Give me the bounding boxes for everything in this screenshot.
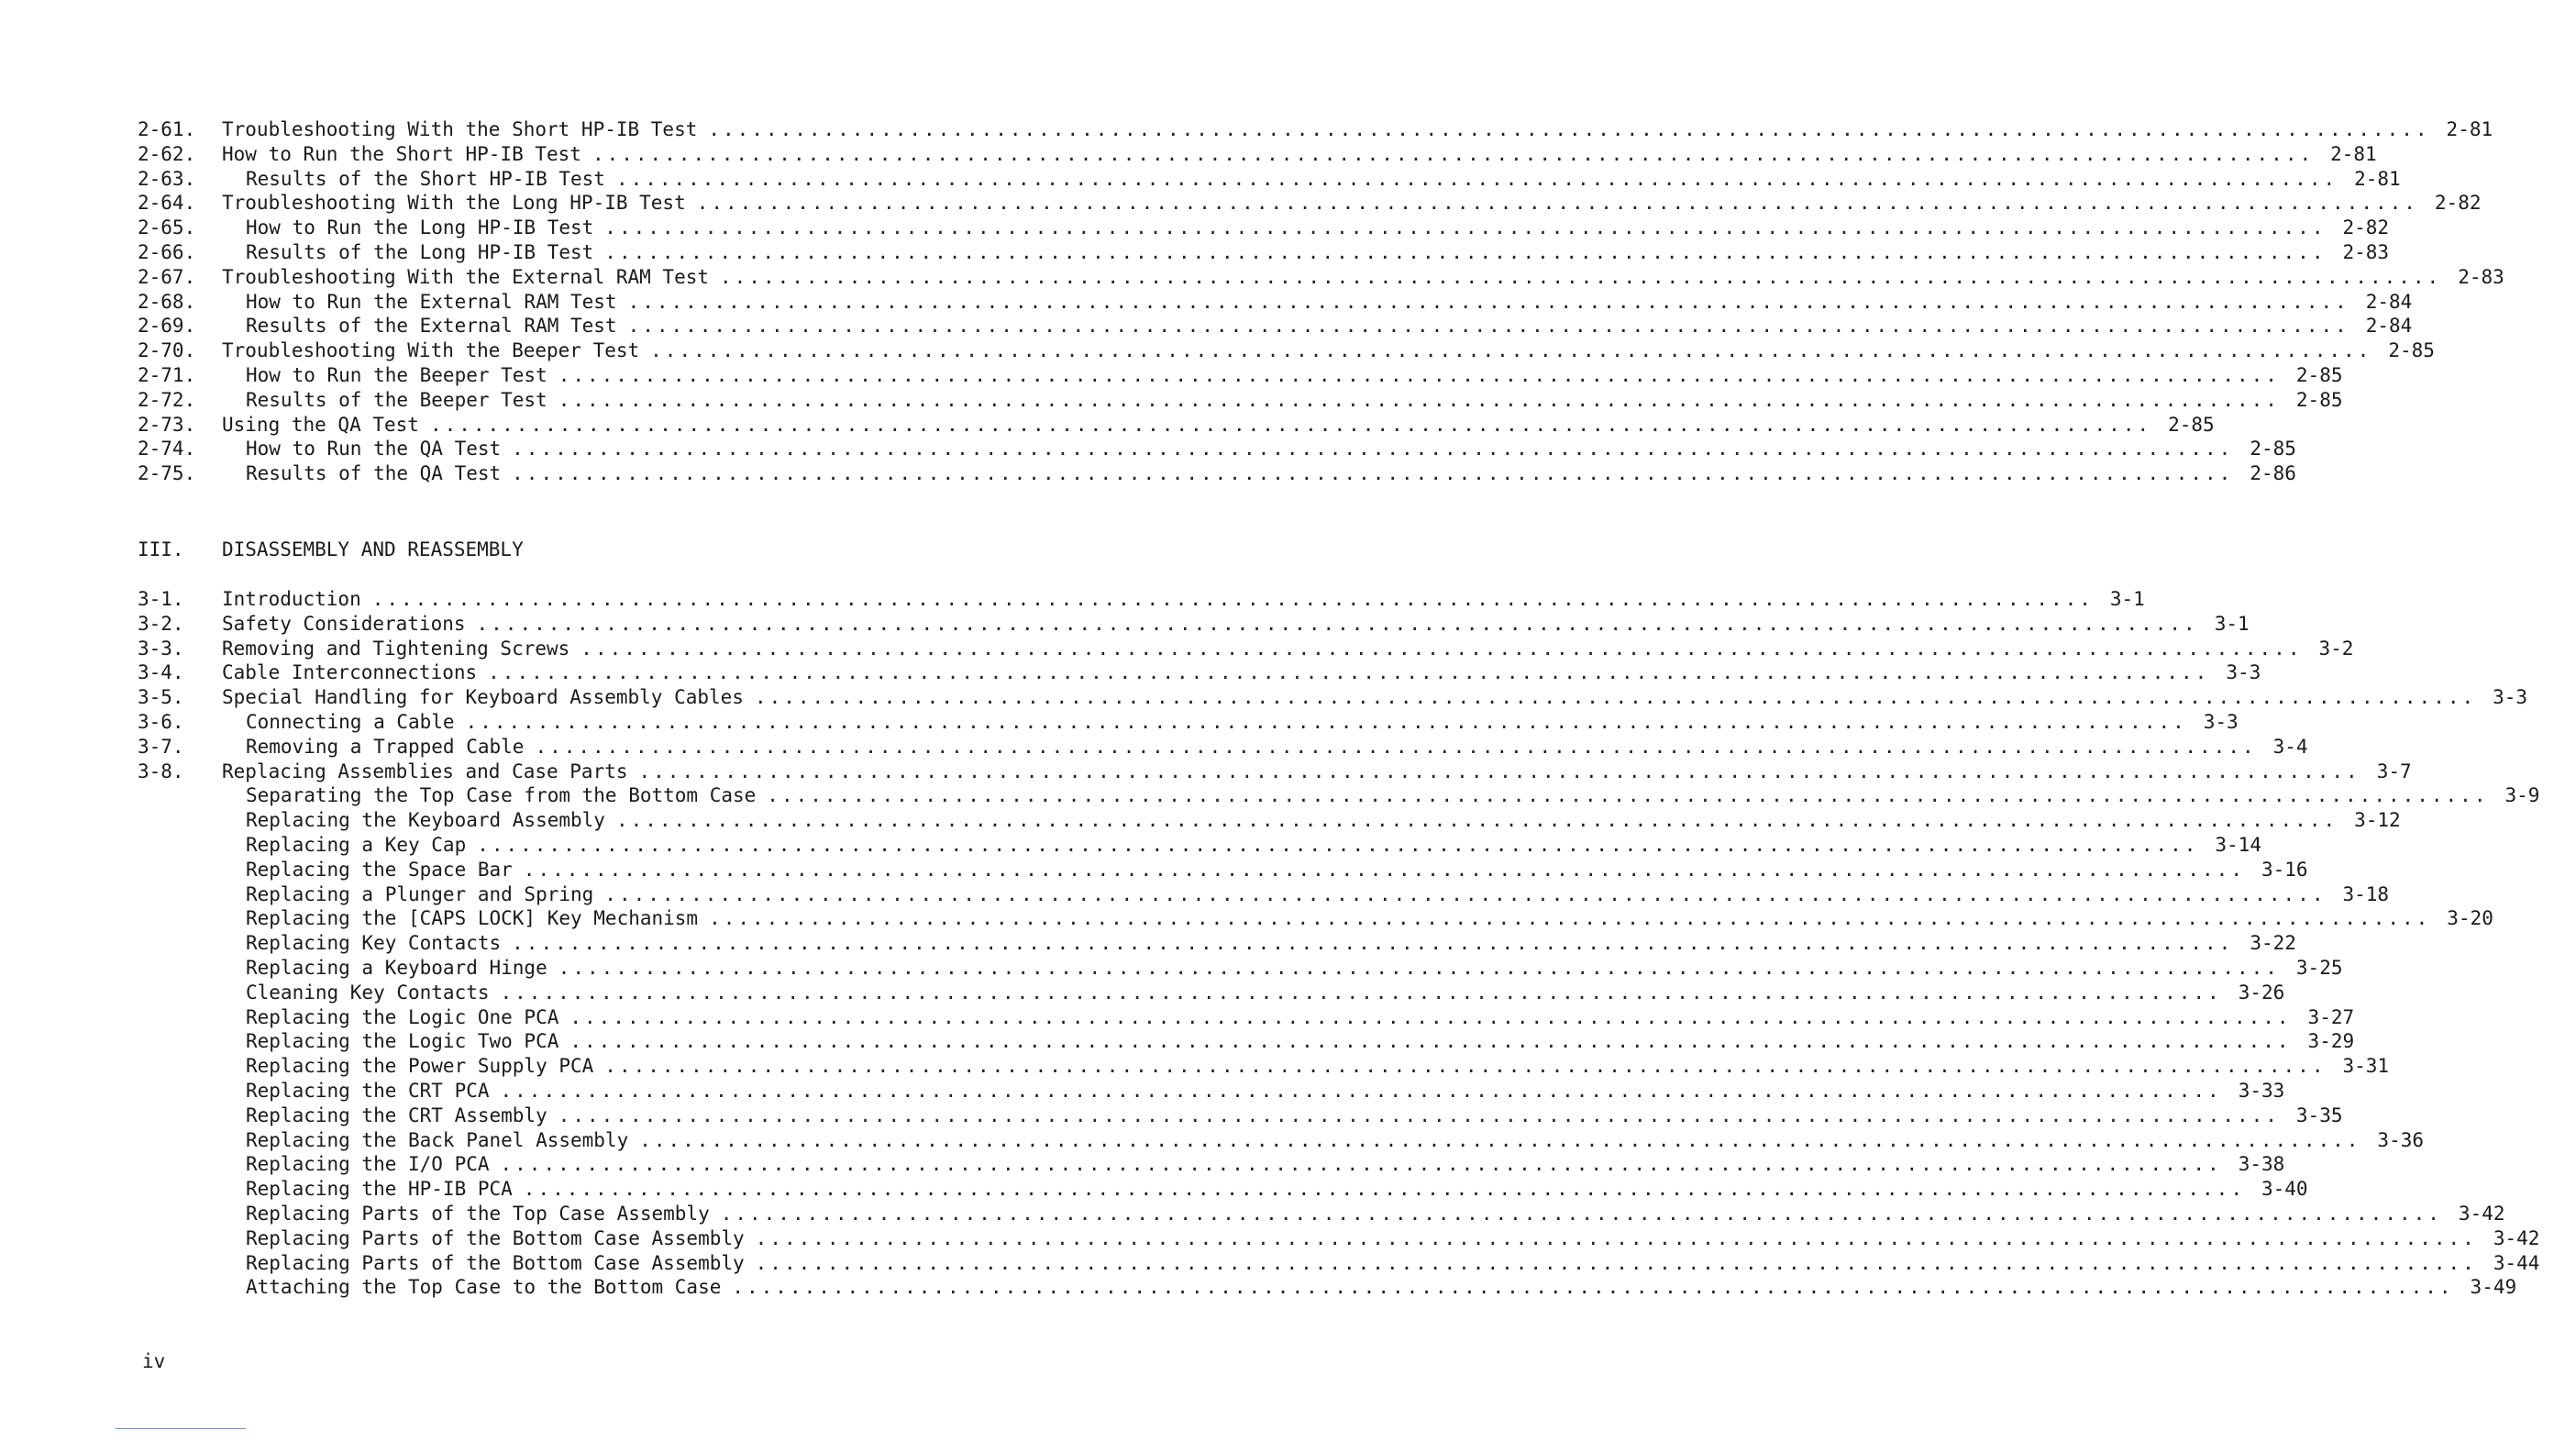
toc-entry-page: 2-84 xyxy=(2365,315,2413,338)
dot-leader: ........................................................................................................................ xyxy=(580,637,2303,660)
toc-entry-page: 3-42 xyxy=(2458,1202,2505,1225)
toc-entry-page: 3-35 xyxy=(2295,1104,2343,1126)
toc-entry-title-wrap xyxy=(222,882,2342,907)
toc-entry-title: Troubleshooting With the Long HP-IB Test xyxy=(222,192,686,215)
dot-leader: ........................................................................................................................ xyxy=(639,1128,2361,1151)
toc-entry xyxy=(138,1177,2308,1202)
toc-entry-title-wrap xyxy=(222,685,2493,710)
toc-entry-title: Attaching the Top Case to the Bottom Case xyxy=(246,1276,722,1299)
toc-entry xyxy=(138,338,2435,363)
toc-entry-title: Removing and Tightening Screws xyxy=(222,637,570,660)
toc-entry-title-wrap xyxy=(222,413,2168,438)
dot-leader: ........................................................................................................................ xyxy=(558,956,2280,979)
toc-entry-title: Replacing the Logic One PCA xyxy=(246,1005,559,1028)
footer-rule xyxy=(116,1428,246,1429)
dot-leader: ........................................................................................................................ xyxy=(720,265,2442,288)
toc-entry-page: 3-7 xyxy=(2376,760,2412,782)
toc-entry-page: 3-40 xyxy=(2261,1178,2308,1201)
toc-entry-title-wrap xyxy=(222,1128,2377,1153)
toc-entry-title: Replacing the Space Bar xyxy=(246,858,513,881)
toc-entry-number: 2-71. xyxy=(138,363,196,386)
toc-entry-title: Results of the Short HP-IB Test xyxy=(246,167,605,190)
dot-leader: ........................................................................................................................ xyxy=(604,882,2327,905)
toc-entry-page: 3-2 xyxy=(2318,637,2354,660)
toc-entry-title-wrap xyxy=(222,1079,2239,1104)
toc-entry-title: Replacing a Keyboard Hinge xyxy=(246,956,547,979)
toc-entry xyxy=(138,216,2390,240)
page-number: iv xyxy=(142,1350,166,1372)
toc-entry-title-wrap xyxy=(222,290,2366,315)
toc-entry-page: 3-22 xyxy=(2250,932,2296,955)
toc-entry-title: Replacing the HP-IB PCA xyxy=(246,1178,513,1201)
toc-entry xyxy=(138,906,2493,931)
dot-leader: ........................................................................................................................ xyxy=(500,981,2222,1004)
dot-leader: ........................................................................................................................ xyxy=(604,216,2327,239)
toc-entry xyxy=(138,1202,2505,1226)
toc-entry-title: Special Handling for Keyboard Assembly Cables xyxy=(222,686,744,709)
toc-entry-number: 2-62. xyxy=(138,142,196,165)
toc-entry xyxy=(138,142,2377,167)
toc-entry-title: Results of the Long HP-IB Test xyxy=(246,240,594,263)
toc-entry xyxy=(138,117,2493,142)
toc-entry-page: 2-83 xyxy=(2342,240,2390,263)
toc-entry-number: 2-72. xyxy=(138,388,196,411)
toc-entry-title-wrap xyxy=(222,931,2250,956)
toc-entry-title-wrap xyxy=(222,314,2366,338)
toc-entry xyxy=(138,587,2145,612)
toc-entry-title: Replacing Assemblies and Case Parts xyxy=(222,760,628,782)
toc-entry-title: Replacing the Back Panel Assembly xyxy=(246,1128,629,1151)
toc-entry xyxy=(138,388,2343,413)
toc-entry-title-wrap xyxy=(222,1152,2239,1177)
dot-leader: ........................................................................................................................ xyxy=(512,438,2234,460)
toc-entry-title: Replacing Key Contacts xyxy=(246,932,502,955)
toc-entry xyxy=(138,191,2482,216)
toc-entry-page: 3-3 xyxy=(2493,686,2528,709)
toc-entry-page: 2-85 xyxy=(2168,413,2215,436)
dot-leader: ........................................................................................................................ xyxy=(558,1104,2280,1126)
dot-leader: ........................................................................................................................ xyxy=(500,1153,2222,1176)
dot-leader: ........................................................................................................................ xyxy=(488,661,2210,684)
toc-entry-title: How to Run the QA Test xyxy=(246,438,502,460)
dot-leader: ........................................................................................................................ xyxy=(615,809,2338,832)
toc-entry-title-wrap xyxy=(222,117,2447,142)
toc-entry-title: Replacing the CRT PCA xyxy=(246,1079,490,1102)
dot-leader: ........................................................................................................................ xyxy=(708,118,2430,140)
dot-leader: ........................................................................................................................ xyxy=(627,315,2349,338)
toc-entry-number: 3-3. xyxy=(138,637,184,660)
toc-entry xyxy=(138,1079,2285,1104)
toc-entry-number: 3-8. xyxy=(138,760,184,782)
toc-entry-title-wrap xyxy=(222,906,2447,931)
toc-entry-page: 3-26 xyxy=(2238,981,2285,1004)
toc-entry xyxy=(138,1104,2343,1128)
toc-entry-title-wrap xyxy=(222,338,2388,363)
toc-entry-title: Introduction xyxy=(222,588,361,610)
toc-entry-number: 2-70. xyxy=(138,339,196,362)
toc-entry xyxy=(138,314,2413,338)
toc-entry xyxy=(138,783,2540,808)
toc-entry xyxy=(138,265,2504,290)
toc-entry-number: 2-67. xyxy=(138,265,196,288)
toc-entry xyxy=(138,956,2343,981)
toc-entry-page: 3-36 xyxy=(2377,1128,2424,1151)
toc-entry-number: 2-66. xyxy=(138,240,196,263)
toc-entry xyxy=(138,685,2528,710)
toc-section-3 xyxy=(138,587,2540,1300)
toc-entry xyxy=(138,710,2239,735)
toc-entry-title-wrap xyxy=(222,660,2226,685)
toc-entry xyxy=(138,760,2412,784)
toc-entry-number: 2-69. xyxy=(138,315,196,338)
dot-leader: ........................................................................................................................ xyxy=(732,1276,2454,1299)
toc-entry-page: 3-14 xyxy=(2215,833,2261,856)
toc-entry xyxy=(138,1226,2540,1251)
dot-leader: ........................................................................................................................ xyxy=(429,413,2152,436)
toc-entry-title: Replacing the Logic Two PCA xyxy=(246,1030,559,1053)
toc-entry xyxy=(138,290,2413,315)
toc-entry-number: 3-6. xyxy=(138,710,184,733)
toc-entry xyxy=(138,461,2296,486)
chapter-title: DISASSEMBLY AND REASSEMBLY xyxy=(222,538,524,560)
toc-entry-page: 3-49 xyxy=(2470,1276,2517,1299)
toc-entry-title-wrap xyxy=(222,1177,2261,1202)
toc-entry-title-wrap xyxy=(222,191,2435,216)
toc-entry-title-wrap xyxy=(222,437,2250,461)
toc-entry-page: 2-82 xyxy=(2342,216,2390,239)
toc-entry-page: 2-85 xyxy=(2388,339,2435,362)
toc-entry-title-wrap xyxy=(222,637,2318,661)
toc-entry-title: Replacing the [CAPS LOCK] Key Mechanism xyxy=(246,907,699,930)
toc-entry-title-wrap xyxy=(222,612,2215,637)
toc-entry xyxy=(138,437,2296,461)
toc-entry-page: 2-85 xyxy=(2250,438,2296,460)
toc-entry-page: 3-12 xyxy=(2354,809,2401,832)
dot-leader: ........................................................................................................................ xyxy=(476,612,2198,635)
toc-entry xyxy=(138,981,2285,1005)
toc-entry-page: 3-42 xyxy=(2493,1226,2540,1249)
toc-entry-page: 2-82 xyxy=(2434,192,2482,215)
toc-entry-page: 3-33 xyxy=(2238,1079,2285,1102)
toc-entry-page: 3-27 xyxy=(2307,1005,2355,1028)
toc-entry-page: 3-44 xyxy=(2493,1251,2540,1274)
toc-entry-title-wrap xyxy=(222,858,2261,882)
toc-entry xyxy=(138,882,2390,907)
dot-leader: ........................................................................................................................ xyxy=(627,290,2349,313)
toc-entry-page: 3-18 xyxy=(2342,882,2390,905)
toc-entry-page: 2-85 xyxy=(2295,388,2343,411)
toc-entry xyxy=(138,167,2401,192)
dot-leader: ........................................................................................................................ xyxy=(558,388,2280,411)
toc-entry xyxy=(138,660,2261,685)
toc-entry-page: 3-20 xyxy=(2447,907,2493,930)
toc-entry-title: Replacing Parts of the Bottom Case Assembly xyxy=(246,1251,745,1274)
toc-entry xyxy=(138,1054,2390,1079)
toc-entry-title-wrap xyxy=(222,1202,2459,1226)
toc-entry xyxy=(138,1251,2540,1276)
dot-leader: ........................................................................................................................ xyxy=(512,932,2234,955)
toc-entry-page: 2-81 xyxy=(2354,167,2401,190)
dot-leader: ........................................................................................................................ xyxy=(500,1079,2222,1102)
toc-entry-title-wrap xyxy=(222,1005,2308,1030)
toc-entry xyxy=(138,1275,2517,1300)
toc-entry-title: Replacing Parts of the Top Case Assembly xyxy=(246,1202,710,1225)
toc-entry-number: 2-74. xyxy=(138,438,196,460)
toc-entry-number: 3-1. xyxy=(138,588,184,610)
toc-entry-number: 2-63. xyxy=(138,167,196,190)
toc-entry-title: Connecting a Cable xyxy=(246,710,455,733)
dot-leader: ........................................................................................................................ xyxy=(523,1178,2245,1201)
toc-entry xyxy=(138,363,2343,388)
toc-entry-page: 3-4 xyxy=(2272,735,2308,758)
dot-leader: ........................................................................................................................ xyxy=(638,760,2360,782)
toc-entry-title-wrap xyxy=(222,1029,2308,1054)
toc-entry-page: 2-81 xyxy=(2330,142,2377,165)
toc-entry-page: 3-1 xyxy=(2109,588,2145,610)
dot-leader: ........................................................................................................................ xyxy=(569,1030,2292,1053)
toc-entry-title: Troubleshooting With the Beeper Test xyxy=(222,339,640,362)
dot-leader: ........................................................................................................................ xyxy=(371,588,2094,610)
dot-leader: ........................................................................................................................ xyxy=(591,142,2315,165)
dot-leader: ........................................................................................................................ xyxy=(755,1226,2477,1249)
toc-entry-page: 2-81 xyxy=(2446,118,2493,140)
toc-entry xyxy=(138,1128,2424,1153)
dot-leader: ........................................................................................................................ xyxy=(720,1202,2442,1225)
toc-entry-title: Using the QA Test xyxy=(222,413,419,436)
dot-leader: ........................................................................................................................ xyxy=(558,363,2280,386)
toc-entry xyxy=(138,1152,2285,1177)
toc-entry-page: 3-3 xyxy=(2203,710,2239,733)
toc-entry-title-wrap xyxy=(222,783,2504,808)
dot-leader: ........................................................................................................................ xyxy=(535,735,2257,758)
toc-entry-title: Removing a Trapped Cable xyxy=(246,735,525,758)
toc-entry-title-wrap xyxy=(222,981,2239,1005)
toc-entry-page: 3-16 xyxy=(2261,858,2308,881)
toc-entry xyxy=(138,413,2215,438)
toc-entry-title: How to Run the Beeper Test xyxy=(246,363,547,386)
toc-entry xyxy=(138,735,2308,760)
toc-entry-number: 2-65. xyxy=(138,216,196,239)
toc-entry-title-wrap xyxy=(222,735,2273,760)
toc-entry-number: 3-7. xyxy=(138,735,184,758)
toc-entry xyxy=(138,931,2296,956)
toc-entry-number: 3-5. xyxy=(138,686,184,709)
dot-leader: ........................................................................................................................ xyxy=(650,339,2372,362)
toc-entry-number: 2-61. xyxy=(138,118,196,140)
toc-entry-number: 3-4. xyxy=(138,661,184,684)
toc-entry-page: 3-3 xyxy=(2226,661,2261,684)
chapter-heading xyxy=(138,538,524,562)
toc-entry-title-wrap xyxy=(222,461,2250,486)
dot-leader: ........................................................................................................................ xyxy=(696,192,2418,215)
toc-entry-title-wrap xyxy=(222,142,2330,167)
toc-entry-title: Replacing Parts of the Bottom Case Assembly xyxy=(246,1226,745,1249)
toc-entry xyxy=(138,240,2390,265)
toc-entry-title-wrap xyxy=(222,1251,2493,1276)
toc-entry xyxy=(138,858,2308,882)
toc-entry-title-wrap xyxy=(222,956,2296,981)
toc-entry-title: Cable Interconnections xyxy=(222,661,478,684)
dot-leader: ........................................................................................................................ xyxy=(465,710,2187,733)
toc-entry-title: Results of the External RAM Test xyxy=(246,315,617,338)
toc-entry-title: How to Run the Long HP-IB Test xyxy=(246,216,594,239)
dot-leader: ........................................................................................................................ xyxy=(477,833,2199,856)
toc-entry-title-wrap xyxy=(222,1104,2296,1128)
toc-entry-title: Troubleshooting With the Short HP-IB Test xyxy=(222,118,698,140)
dot-leader: ........................................................................................................................ xyxy=(709,907,2431,930)
toc-entry-title: Replacing the I/O PCA xyxy=(246,1153,490,1176)
dot-leader: ........................................................................................................................ xyxy=(569,1005,2292,1028)
toc-entry-title: Results of the Beeper Test xyxy=(246,388,547,411)
toc-entry-title: Safety Considerations xyxy=(222,612,466,635)
toc-entry xyxy=(138,833,2261,858)
toc-entry-number: 2-75. xyxy=(138,462,196,485)
toc-entry-page: 3-29 xyxy=(2307,1030,2355,1053)
toc-entry-number: 2-64. xyxy=(138,192,196,215)
toc-entry-title-wrap xyxy=(222,363,2296,388)
toc-entry-title: How to Run the Short HP-IB Test xyxy=(222,142,581,165)
toc-entry-title: Replacing a Key Cap xyxy=(246,833,467,856)
toc-entry-page: 2-83 xyxy=(2458,265,2504,288)
toc-entry-title-wrap xyxy=(222,167,2354,192)
toc-entry xyxy=(138,612,2250,637)
toc-entry-number: 2-68. xyxy=(138,290,196,313)
dot-leader: ........................................................................................................................ xyxy=(512,462,2234,485)
toc-entry-title-wrap xyxy=(222,265,2458,290)
toc-entry xyxy=(138,1005,2355,1030)
toc-entry-page: 2-86 xyxy=(2250,462,2296,485)
toc-entry-title-wrap xyxy=(222,240,2342,265)
toc-entry-title-wrap xyxy=(222,1054,2342,1079)
toc-entry-title-wrap xyxy=(222,1275,2471,1300)
toc-entry-title: Cleaning Key Contacts xyxy=(246,981,490,1004)
dot-leader: ........................................................................................................................ xyxy=(755,1251,2477,1274)
toc-entry-number: 3-2. xyxy=(138,612,184,635)
toc-entry-title: Results of the QA Test xyxy=(246,462,502,485)
toc-entry-title-wrap xyxy=(222,833,2215,858)
toc-entry-title-wrap xyxy=(222,760,2377,784)
toc-entry-title-wrap xyxy=(222,710,2204,735)
toc-entry-page: 2-84 xyxy=(2365,290,2413,313)
toc-section-2 xyxy=(138,117,2504,486)
toc-entry-page: 3-1 xyxy=(2214,612,2250,635)
chapter-number: III. xyxy=(138,538,184,560)
toc-entry-title: Troubleshooting With the External RAM Test xyxy=(222,265,710,288)
toc-entry xyxy=(138,808,2401,833)
dot-leader: ........................................................................................................................ xyxy=(615,167,2338,190)
dot-leader: ........................................................................................................................ xyxy=(523,858,2245,881)
toc-entry-title-wrap xyxy=(222,587,2110,612)
toc-entry-number: 2-73. xyxy=(138,413,196,436)
toc-entry-page: 2-85 xyxy=(2295,363,2343,386)
toc-entry-page: 3-25 xyxy=(2295,956,2343,979)
toc-entry-page: 3-9 xyxy=(2504,784,2540,807)
toc-entry-title: Replacing the Power Supply PCA xyxy=(246,1055,594,1078)
dot-leader: ........................................................................................................................ xyxy=(754,686,2477,709)
toc-entry-page: 3-31 xyxy=(2342,1055,2390,1078)
toc-entry xyxy=(138,637,2354,661)
dot-leader: ........................................................................................................................ xyxy=(767,784,2489,807)
toc-entry-title: How to Run the External RAM Test xyxy=(246,290,617,313)
toc-entry-page: 3-38 xyxy=(2238,1153,2285,1176)
toc-entry-title-wrap xyxy=(222,388,2296,413)
toc-entry xyxy=(138,1029,2355,1054)
toc-entry-title-wrap xyxy=(222,808,2354,833)
toc-entry-title-wrap xyxy=(222,216,2342,240)
toc-entry-title: Separating the Top Case from the Bottom Case xyxy=(246,784,757,807)
toc-entry-title: Replacing the Keyboard Assembly xyxy=(246,809,605,832)
toc-entry-title: Replacing the CRT Assembly xyxy=(246,1104,547,1126)
toc-entry-title: Replacing a Plunger and Spring xyxy=(246,882,594,905)
toc-entry-title-wrap xyxy=(222,1226,2493,1251)
dot-leader: ........................................................................................................................ xyxy=(604,1055,2327,1078)
dot-leader: ........................................................................................................................ xyxy=(604,240,2327,263)
